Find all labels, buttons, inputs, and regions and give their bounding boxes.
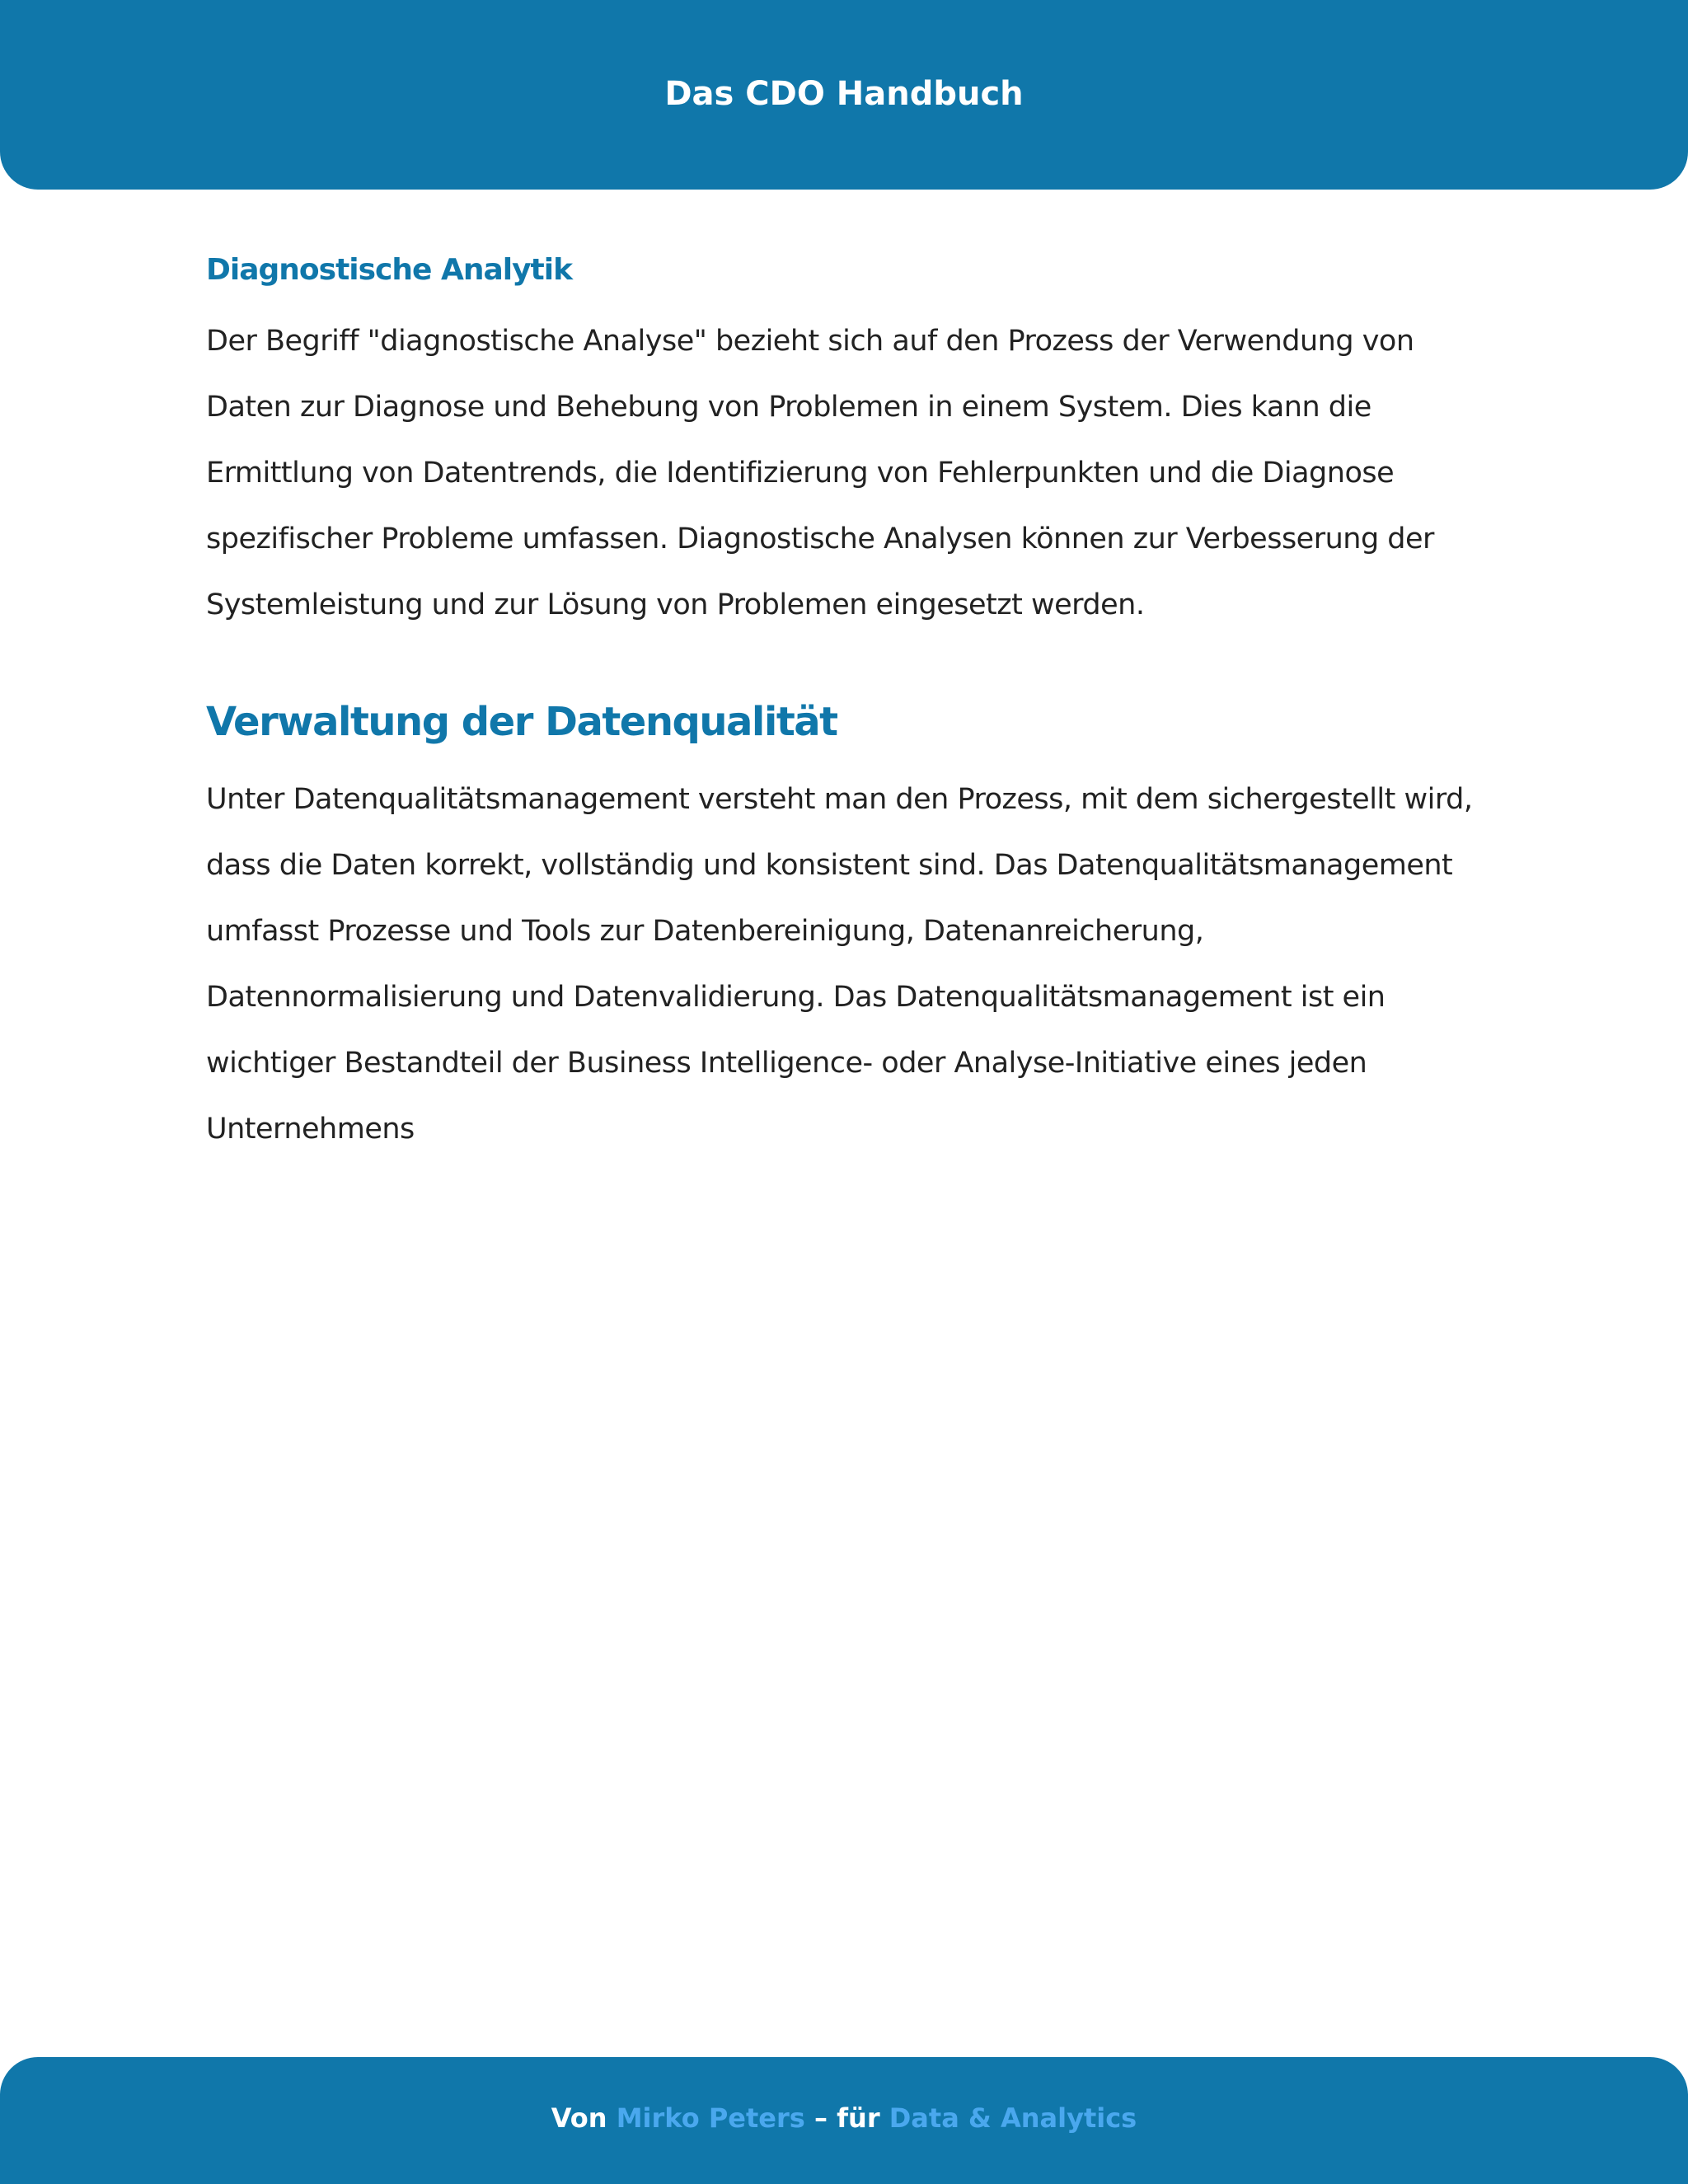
section-heading-datenqualitaet: Verwaltung der Datenqualität <box>206 699 837 745</box>
page-header <box>0 0 1688 190</box>
footer-author: Mirko Peters <box>616 2102 805 2134</box>
page-content <box>206 244 1475 1162</box>
section-paragraph-datenqualitaet: Unter Datenqualitätsmanagement versteht man den Prozess, mit dem sichergestellt wird, dass die Daten korrekt, vollständig und konsistent sind. Das Datenqualitätsmanagement umfasst Prozesse und Tools zur Datenbereinigung, Datenanreicherung, Datennormalisierung und Datenvalidierung. Das Datenqualitätsmanagement ist ein wichtiger Bestandteil der Business Intelligence- oder Analyse-Initiative eines jeden Unternehmens <box>206 783 1473 1146</box>
footer-separator: – für <box>814 2102 880 2134</box>
footer-credit <box>0 2095 1688 2141</box>
section-heading-diagnostische-analytik: Diagnostische Analytik <box>206 253 573 287</box>
footer-prefix: Von <box>551 2102 607 2134</box>
book-title: Das CDO Handbuch <box>664 75 1024 113</box>
page-footer <box>0 2057 1688 2184</box>
footer-organization: Data & Analytics <box>889 2102 1137 2134</box>
section-paragraph-diagnostische-analytik: Der Begriff "diagnostische Analyse" bezieht sich auf den Prozess der Verwendung von Daten zur Diagnose und Behebung von Problemen in einem System. Dies kann die Ermittlung von Datentrends, die Identifizierung von Fehlerpunkten und die Diagnose spezifischer Probleme umfassen. Diagnostische Analysen können zur Verbesserung der Systemleistung und zur Lösung von Problemen eingesetzt werden. <box>206 325 1434 621</box>
